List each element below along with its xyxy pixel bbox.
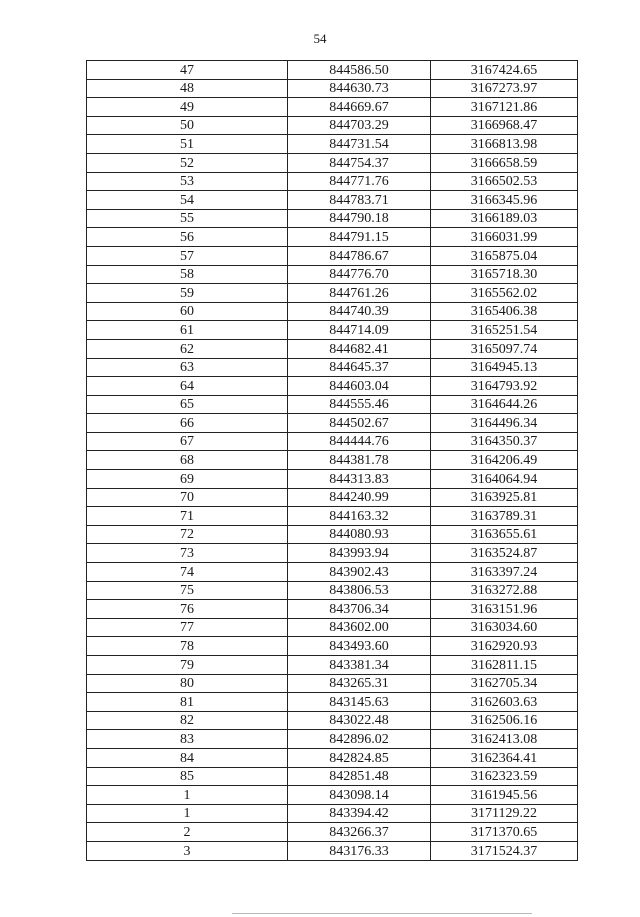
y-coordinate-cell: 3162705.34 [431, 674, 578, 693]
y-coordinate-cell: 3165875.04 [431, 246, 578, 265]
x-coordinate-cell: 844645.37 [288, 358, 431, 377]
y-coordinate-cell: 3166502.53 [431, 172, 578, 191]
point-number-cell: 83 [87, 730, 288, 749]
y-coordinate-cell: 3164793.92 [431, 377, 578, 396]
table-row [87, 711, 578, 730]
point-number-cell: 60 [87, 302, 288, 321]
coordinates-table [86, 60, 578, 861]
table-row [87, 339, 578, 358]
point-number-cell: 57 [87, 246, 288, 265]
table-row [87, 618, 578, 637]
y-coordinate-cell: 3165718.30 [431, 265, 578, 284]
x-coordinate-cell: 844783.71 [288, 191, 431, 210]
y-coordinate-cell: 3171129.22 [431, 804, 578, 823]
y-coordinate-cell: 3164350.37 [431, 432, 578, 451]
table-row [87, 637, 578, 656]
x-coordinate-cell: 842896.02 [288, 730, 431, 749]
x-coordinate-cell: 844790.18 [288, 209, 431, 228]
y-coordinate-cell: 3162364.41 [431, 748, 578, 767]
y-coordinate-cell: 3163789.31 [431, 507, 578, 526]
y-coordinate-cell: 3166658.59 [431, 153, 578, 172]
table-row [87, 730, 578, 749]
x-coordinate-cell: 844240.99 [288, 488, 431, 507]
point-number-cell: 50 [87, 116, 288, 135]
x-coordinate-cell: 844682.41 [288, 339, 431, 358]
table-row [87, 507, 578, 526]
table-row [87, 656, 578, 675]
point-number-cell: 81 [87, 693, 288, 712]
point-number-cell: 63 [87, 358, 288, 377]
point-number-cell: 73 [87, 544, 288, 563]
x-coordinate-cell: 843098.14 [288, 786, 431, 805]
y-coordinate-cell: 3162920.93 [431, 637, 578, 656]
table-row [87, 674, 578, 693]
y-coordinate-cell: 3163151.96 [431, 600, 578, 619]
table-row [87, 767, 578, 786]
point-number-cell: 77 [87, 618, 288, 637]
x-coordinate-cell: 844381.78 [288, 451, 431, 470]
y-coordinate-cell: 3166968.47 [431, 116, 578, 135]
y-coordinate-cell: 3165097.74 [431, 339, 578, 358]
x-coordinate-cell: 844703.29 [288, 116, 431, 135]
point-number-cell: 66 [87, 414, 288, 433]
y-coordinate-cell: 3163925.81 [431, 488, 578, 507]
table-row [87, 116, 578, 135]
x-coordinate-cell: 844669.67 [288, 98, 431, 117]
table-row [87, 302, 578, 321]
table-row [87, 98, 578, 117]
point-number-cell: 1 [87, 804, 288, 823]
point-number-cell: 69 [87, 470, 288, 489]
table-row [87, 79, 578, 98]
y-coordinate-cell: 3166813.98 [431, 135, 578, 154]
page-number: 54 [313, 31, 327, 46]
y-coordinate-cell: 3161945.56 [431, 786, 578, 805]
x-coordinate-cell: 842851.48 [288, 767, 431, 786]
table-row [87, 358, 578, 377]
table-row [87, 786, 578, 805]
y-coordinate-cell: 3171370.65 [431, 823, 578, 842]
x-coordinate-cell: 844786.67 [288, 246, 431, 265]
x-coordinate-cell: 844740.39 [288, 302, 431, 321]
y-coordinate-cell: 3166189.03 [431, 209, 578, 228]
x-coordinate-cell: 843706.34 [288, 600, 431, 619]
table-row [87, 246, 578, 265]
table-row [87, 172, 578, 191]
y-coordinate-cell: 3162323.59 [431, 767, 578, 786]
table-row [87, 153, 578, 172]
table-row [87, 525, 578, 544]
point-number-cell: 2 [87, 823, 288, 842]
point-number-cell: 84 [87, 748, 288, 767]
point-number-cell: 62 [87, 339, 288, 358]
x-coordinate-cell: 844630.73 [288, 79, 431, 98]
table-row [87, 265, 578, 284]
point-number-cell: 59 [87, 284, 288, 303]
table-row [87, 228, 578, 247]
x-coordinate-cell: 843394.42 [288, 804, 431, 823]
x-coordinate-cell: 844502.67 [288, 414, 431, 433]
table-row [87, 135, 578, 154]
point-number-cell: 58 [87, 265, 288, 284]
point-number-cell: 82 [87, 711, 288, 730]
y-coordinate-cell: 3165406.38 [431, 302, 578, 321]
point-number-cell: 49 [87, 98, 288, 117]
table-row [87, 61, 578, 80]
y-coordinate-cell: 3165562.02 [431, 284, 578, 303]
x-coordinate-cell: 844555.46 [288, 395, 431, 414]
point-number-cell: 52 [87, 153, 288, 172]
y-coordinate-cell: 3167424.65 [431, 61, 578, 80]
y-coordinate-cell: 3167273.97 [431, 79, 578, 98]
table-row [87, 209, 578, 228]
x-coordinate-cell: 844714.09 [288, 321, 431, 340]
x-coordinate-cell: 843806.53 [288, 581, 431, 600]
point-number-cell: 79 [87, 656, 288, 675]
y-coordinate-cell: 3163272.88 [431, 581, 578, 600]
point-number-cell: 53 [87, 172, 288, 191]
y-coordinate-cell: 3164644.26 [431, 395, 578, 414]
x-coordinate-cell: 843265.31 [288, 674, 431, 693]
y-coordinate-cell: 3163034.60 [431, 618, 578, 637]
table-row [87, 414, 578, 433]
x-coordinate-cell: 843602.00 [288, 618, 431, 637]
y-coordinate-cell: 3162603.63 [431, 693, 578, 712]
y-coordinate-cell: 3171524.37 [431, 841, 578, 860]
point-number-cell: 3 [87, 841, 288, 860]
table-row [87, 284, 578, 303]
x-coordinate-cell: 844080.93 [288, 525, 431, 544]
table-row [87, 823, 578, 842]
point-number-cell: 72 [87, 525, 288, 544]
x-coordinate-cell: 844771.76 [288, 172, 431, 191]
x-coordinate-cell: 843145.63 [288, 693, 431, 712]
y-coordinate-cell: 3165251.54 [431, 321, 578, 340]
x-coordinate-cell: 844791.15 [288, 228, 431, 247]
page-bottom-rule [232, 913, 532, 914]
y-coordinate-cell: 3164496.34 [431, 414, 578, 433]
point-number-cell: 54 [87, 191, 288, 210]
table-row [87, 321, 578, 340]
table-row [87, 395, 578, 414]
table-row [87, 544, 578, 563]
table-row [87, 600, 578, 619]
y-coordinate-cell: 3167121.86 [431, 98, 578, 117]
x-coordinate-cell: 844754.37 [288, 153, 431, 172]
point-number-cell: 51 [87, 135, 288, 154]
point-number-cell: 71 [87, 507, 288, 526]
y-coordinate-cell: 3162506.16 [431, 711, 578, 730]
point-number-cell: 67 [87, 432, 288, 451]
point-number-cell: 85 [87, 767, 288, 786]
table-row [87, 841, 578, 860]
y-coordinate-cell: 3163397.24 [431, 563, 578, 582]
x-coordinate-cell: 843266.37 [288, 823, 431, 842]
table-row [87, 451, 578, 470]
x-coordinate-cell: 843493.60 [288, 637, 431, 656]
point-number-cell: 48 [87, 79, 288, 98]
y-coordinate-cell: 3166031.99 [431, 228, 578, 247]
point-number-cell: 1 [87, 786, 288, 805]
point-number-cell: 80 [87, 674, 288, 693]
x-coordinate-cell: 843022.48 [288, 711, 431, 730]
table-row [87, 488, 578, 507]
x-coordinate-cell: 842824.85 [288, 748, 431, 767]
point-number-cell: 56 [87, 228, 288, 247]
point-number-cell: 47 [87, 61, 288, 80]
y-coordinate-cell: 3163655.61 [431, 525, 578, 544]
x-coordinate-cell: 844444.76 [288, 432, 431, 451]
x-coordinate-cell: 844586.50 [288, 61, 431, 80]
point-number-cell: 65 [87, 395, 288, 414]
x-coordinate-cell: 844776.70 [288, 265, 431, 284]
x-coordinate-cell: 844313.83 [288, 470, 431, 489]
point-number-cell: 78 [87, 637, 288, 656]
y-coordinate-cell: 3162413.08 [431, 730, 578, 749]
x-coordinate-cell: 843381.34 [288, 656, 431, 675]
table-row [87, 470, 578, 489]
point-number-cell: 75 [87, 581, 288, 600]
table-row [87, 432, 578, 451]
x-coordinate-cell: 844731.54 [288, 135, 431, 154]
y-coordinate-cell: 3164945.13 [431, 358, 578, 377]
table-row [87, 581, 578, 600]
coordinates-table-body [87, 61, 578, 861]
table-row [87, 563, 578, 582]
table-row [87, 377, 578, 396]
point-number-cell: 64 [87, 377, 288, 396]
x-coordinate-cell: 843902.43 [288, 563, 431, 582]
y-coordinate-cell: 3162811.15 [431, 656, 578, 675]
table-row [87, 748, 578, 767]
x-coordinate-cell: 844603.04 [288, 377, 431, 396]
table-row [87, 804, 578, 823]
point-number-cell: 55 [87, 209, 288, 228]
x-coordinate-cell: 844163.32 [288, 507, 431, 526]
x-coordinate-cell: 844761.26 [288, 284, 431, 303]
y-coordinate-cell: 3164206.49 [431, 451, 578, 470]
y-coordinate-cell: 3164064.94 [431, 470, 578, 489]
point-number-cell: 74 [87, 563, 288, 582]
point-number-cell: 76 [87, 600, 288, 619]
table-row [87, 191, 578, 210]
point-number-cell: 68 [87, 451, 288, 470]
y-coordinate-cell: 3163524.87 [431, 544, 578, 563]
x-coordinate-cell: 843993.94 [288, 544, 431, 563]
y-coordinate-cell: 3166345.96 [431, 191, 578, 210]
point-number-cell: 61 [87, 321, 288, 340]
x-coordinate-cell: 843176.33 [288, 841, 431, 860]
point-number-cell: 70 [87, 488, 288, 507]
table-row [87, 693, 578, 712]
